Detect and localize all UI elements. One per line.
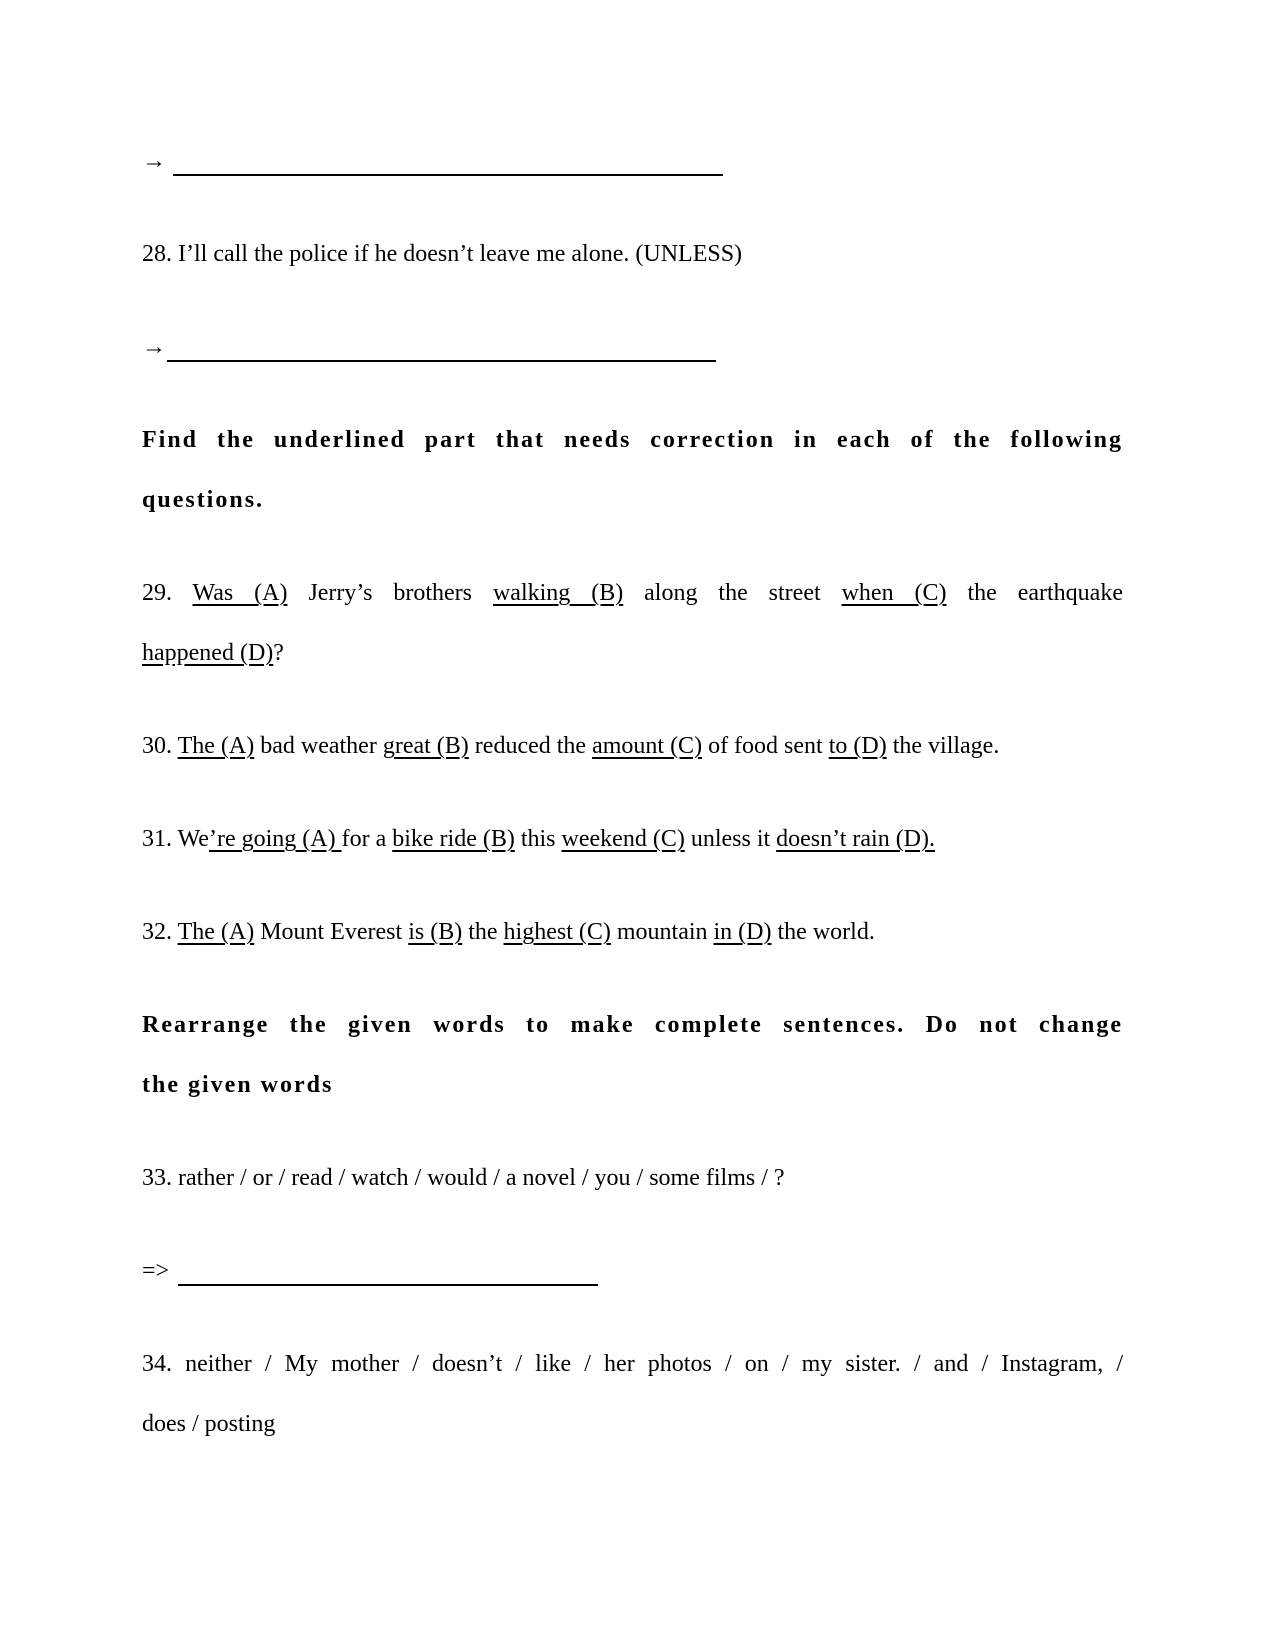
underlined-segment: weekend (C) (561, 826, 685, 852)
arrow-symbol: → (142, 148, 166, 174)
section-heading-line: questions. (142, 487, 265, 513)
text-segment: for a (341, 826, 393, 852)
text-segment: bad weather (254, 733, 383, 759)
text-segment: the earthquake (946, 580, 1123, 606)
text-segment: unless it (684, 826, 777, 852)
answer-blank-row-27 (142, 131, 1123, 191)
text-segment: mountain (610, 919, 714, 945)
underlined-segment: amount (C) (592, 733, 703, 759)
question-31 (142, 809, 1123, 869)
underlined-segment: walking (B) (492, 580, 624, 606)
text-segment: ? (273, 640, 284, 666)
question-line: 34. neither / My mother / doesn’t / like / her photos / on / my sister. / and / Instagram, / (142, 1351, 1123, 1377)
arrow-symbol: → (142, 334, 166, 360)
text-segment: Jerry’s brothers (287, 580, 493, 606)
text-segment: the (462, 919, 504, 945)
answer-blank-row-33 (142, 1241, 1123, 1301)
question-32 (142, 902, 1123, 962)
underlined-segment: in (D) (713, 919, 772, 945)
text-segment: the world. (771, 919, 875, 945)
section-heading-line: Rearrange the given words to make complete sentences. Do not change (142, 1012, 1123, 1038)
underlined-segment: Was (A) (192, 580, 288, 606)
underlined-segment: doesn’t rain (D). (776, 826, 936, 852)
underlined-segment: highest (C) (503, 919, 611, 945)
answer-blank-line (178, 1284, 598, 1286)
answer-blank-line (173, 174, 723, 176)
underlined-segment: is (B) (408, 919, 463, 945)
question-33: 33. rather / or / read / watch / would / a novel / you / some films / ? (142, 1165, 785, 1191)
text-segment: the village. (886, 733, 1000, 759)
text-segment: this (514, 826, 562, 852)
text-segment: of food sent (702, 733, 829, 759)
text-segment: Mount Everest (254, 919, 409, 945)
question-29 (142, 563, 1123, 683)
text-segment: 31. We (142, 826, 209, 852)
underlined-segment: The (A) (177, 733, 255, 759)
underlined-segment: bike ride (B) (392, 826, 515, 852)
question-line: does / posting (142, 1411, 276, 1437)
question-34 (142, 1334, 1123, 1454)
section-heading-line: Find the underlined part that needs correction in each of the following (142, 427, 1123, 453)
section-heading-line: the given words (142, 1072, 334, 1098)
answer-blank-line (167, 360, 716, 362)
question-28: 28. I’ll call the police if he doesn’t leave me alone. (UNLESS) (142, 241, 743, 267)
text-segment: 29. (142, 580, 193, 606)
underlined-segment: ’re going (A) (208, 826, 342, 852)
underlined-segment: when (C) (841, 580, 947, 606)
underlined-segment: The (A) (177, 919, 255, 945)
underlined-segment: great (B) (382, 733, 469, 759)
double-arrow-symbol: => (142, 1258, 170, 1284)
question-line (142, 623, 1123, 683)
question-30 (142, 716, 1123, 776)
section-heading-rearrange (142, 995, 1123, 1115)
underlined-segment: happened (D) (142, 640, 274, 666)
text-segment: 30. (142, 733, 178, 759)
text-segment: reduced the (468, 733, 593, 759)
text-segment: 32. (142, 919, 178, 945)
answer-blank-row-28 (142, 317, 1123, 377)
question-line (142, 563, 1123, 623)
text-segment: along the street (623, 580, 842, 606)
section-heading-correction (142, 410, 1123, 530)
underlined-segment: to (D) (828, 733, 887, 759)
